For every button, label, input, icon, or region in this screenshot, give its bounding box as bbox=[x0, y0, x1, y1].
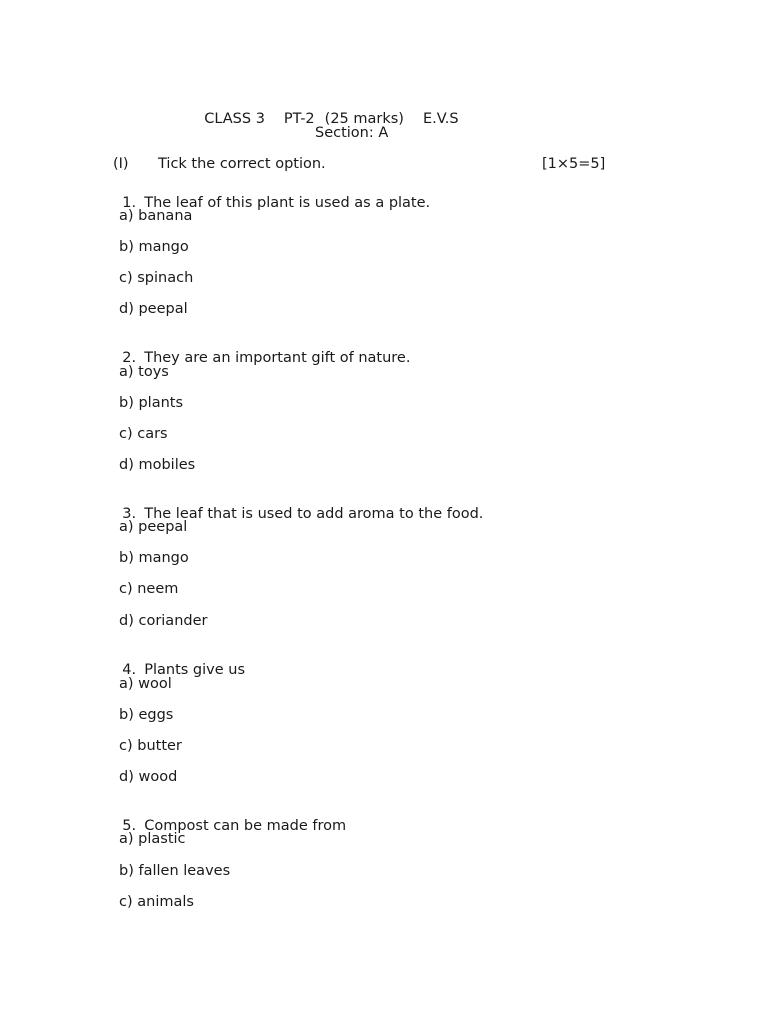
option-4d[interactable]: d) wood bbox=[119, 769, 178, 785]
option-3b[interactable]: b) mango bbox=[119, 550, 189, 566]
question-text: Plants give us bbox=[144, 662, 246, 678]
option-3a[interactable]: a) peepal bbox=[119, 519, 188, 535]
question-text: Compost can be made from bbox=[144, 818, 347, 834]
option-1a[interactable]: a) banana bbox=[119, 208, 193, 224]
option-1c[interactable]: c) spinach bbox=[119, 270, 194, 286]
question-2 bbox=[113, 331, 410, 367]
option-2c[interactable]: c) cars bbox=[119, 426, 168, 442]
option-3d[interactable]: d) coriander bbox=[119, 613, 208, 629]
test-label: PT-2 bbox=[283, 111, 315, 127]
option-3c[interactable]: c) neem bbox=[119, 581, 179, 597]
option-4b[interactable]: b) eggs bbox=[119, 707, 174, 723]
marks-label: (25 marks) bbox=[324, 111, 404, 127]
question-number: 1. bbox=[122, 195, 137, 211]
option-4a[interactable]: a) wool bbox=[119, 676, 172, 692]
part-marks: [1×5=5] bbox=[542, 156, 606, 172]
question-number: 2. bbox=[122, 350, 137, 366]
section-title: Section: A bbox=[315, 125, 389, 141]
option-1b[interactable]: b) mango bbox=[119, 239, 189, 255]
subject-label: E.V.S bbox=[422, 111, 459, 127]
question-text: The leaf that is used to add aroma to the food. bbox=[144, 506, 484, 522]
class-label: CLASS 3 bbox=[204, 111, 265, 127]
option-2a[interactable]: a) toys bbox=[119, 364, 169, 380]
question-number: 4. bbox=[122, 662, 137, 678]
option-5c[interactable]: c) animals bbox=[119, 894, 194, 910]
question-4 bbox=[113, 643, 245, 679]
option-2b[interactable]: b) plants bbox=[119, 395, 184, 411]
option-5a[interactable]: a) plastic bbox=[119, 831, 186, 847]
option-1d[interactable]: d) peepal bbox=[119, 301, 188, 317]
part-instruction: Tick the correct option. bbox=[158, 156, 326, 172]
option-5b[interactable]: b) fallen leaves bbox=[119, 863, 231, 879]
test-header bbox=[195, 92, 459, 128]
question-text: They are an important gift of nature. bbox=[144, 350, 411, 366]
question-number: 3. bbox=[122, 506, 137, 522]
question-text: The leaf of this plant is used as a plate. bbox=[144, 195, 431, 211]
option-4c[interactable]: c) butter bbox=[119, 738, 182, 754]
question-number: 5. bbox=[122, 818, 137, 834]
option-2d[interactable]: d) mobiles bbox=[119, 457, 196, 473]
part-number: (I) bbox=[113, 156, 129, 172]
